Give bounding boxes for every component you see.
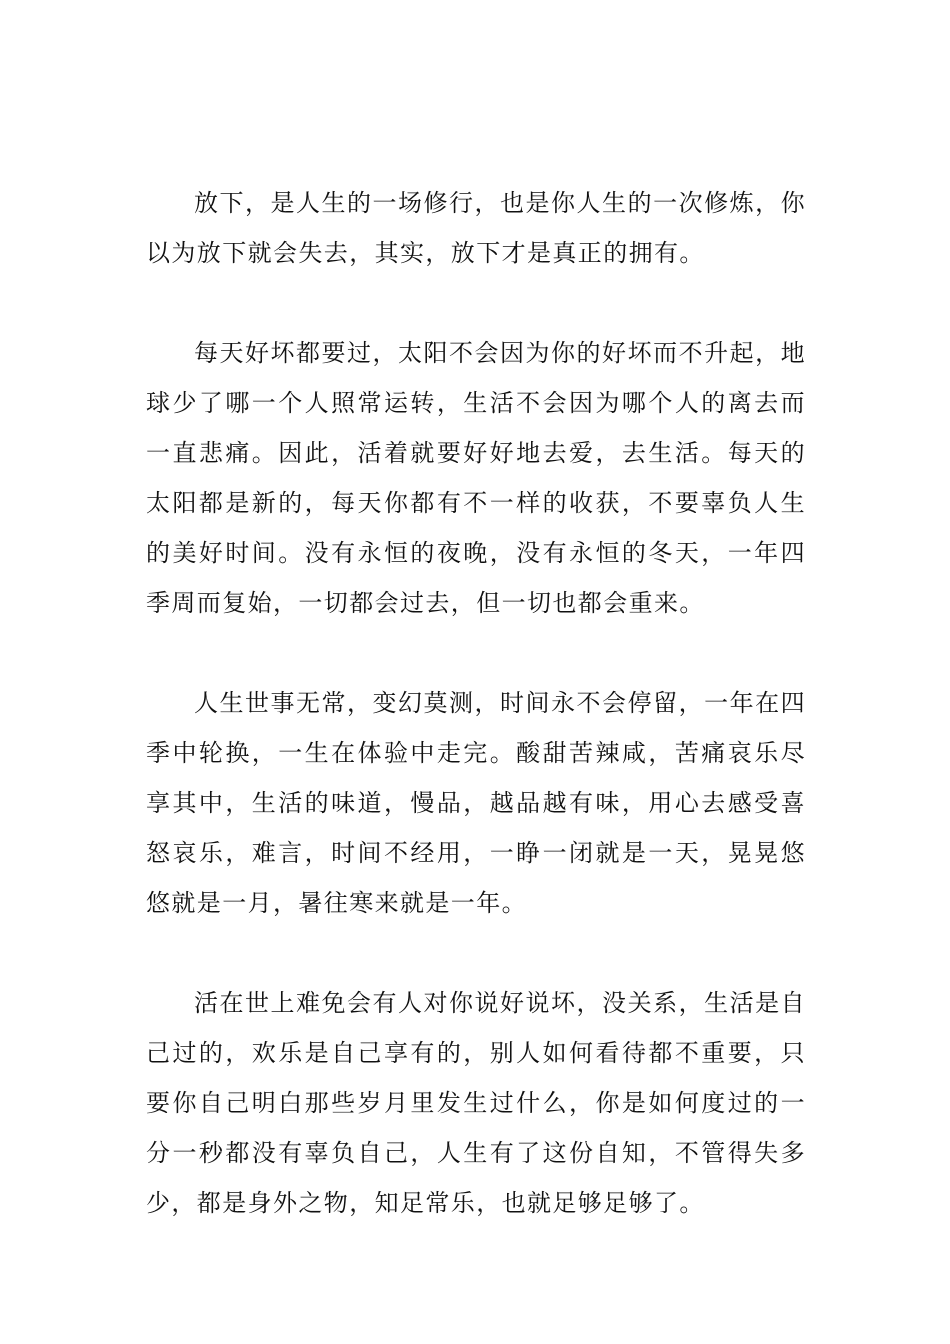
- paragraph-line: 生的美好时间。没有永恒的夜晚，没有永恒的冬天，一年: [146, 489, 806, 567]
- paragraph-1: [146, 178, 806, 278]
- paragraph-line: 每天好坏都要过，太阳不会因为你的好坏而不升起，: [194, 339, 781, 367]
- paragraph-line: 喜怒哀乐，难言，时间不经用，一睁一闭就是一天，晃晃: [146, 789, 806, 867]
- paragraph-line: 活在世上难免会有人对你说好说坏，没关系，生活是: [194, 989, 781, 1017]
- paragraph-line: 只要你自己明白那些岁月里发生过什么，你是如何度过的: [146, 1039, 806, 1117]
- paragraph-2: [146, 328, 806, 628]
- document-page: [146, 178, 806, 1228]
- paragraph-line: 地球少了哪一个人照常运转，生活不会因为哪个人的离去: [146, 339, 806, 417]
- paragraph-line: 四季周而复始，一切都会过去，但一切也都会重来。: [146, 539, 806, 617]
- paragraph-line: 而一直悲痛。因此，活着就要好好地去爱，去生活。每天: [146, 389, 806, 467]
- paragraph-line: 人生世事无常，变幻莫测，时间永不会停留，一年在: [194, 689, 781, 717]
- paragraph-line: 多少，都是身外之物，知足常乐，也就足够足够了。: [146, 1139, 806, 1217]
- paragraph-4: [146, 978, 806, 1228]
- paragraph-3: [146, 678, 806, 928]
- paragraph-line: 你以为放下就会失去，其实，放下才是真正的拥有。: [146, 189, 806, 267]
- paragraph-line: 尽享其中，生活的味道，慢品，越品越有味，用心去感受: [146, 739, 806, 817]
- paragraph-line: 放下，是人生的一场修行，也是你人生的一次修炼，: [194, 189, 781, 217]
- paragraph-line: 四季中轮换，一生在体验中走完。酸甜苦辣咸，苦痛哀乐: [146, 689, 806, 767]
- paragraph-line: 自己过的，欢乐是自己享有的，别人如何看待都不重要，: [146, 989, 806, 1067]
- paragraph-line: 的太阳都是新的，每天你都有不一样的收获，不要辜负人: [146, 439, 806, 517]
- paragraph-line: 悠悠就是一月，暑往寒来就是一年。: [146, 839, 806, 917]
- paragraph-line: 一分一秒都没有辜负自己，人生有了这份自知，不管得失: [146, 1089, 806, 1167]
